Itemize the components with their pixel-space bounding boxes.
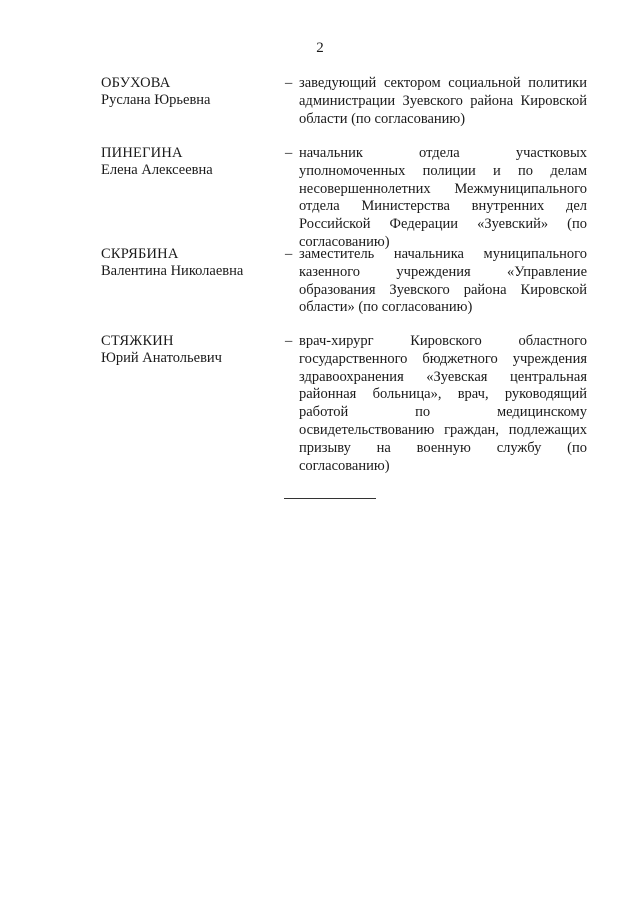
member-position: заведующий сектором социальной политики администрации Зуевского района Кировской области (по согласованию) <box>299 75 587 127</box>
dash-separator: – <box>285 246 293 262</box>
member-position: врач-хирург Кировского областного государственного бюджетного учреждения здравоохранения «Зуевская центральная районная больница», врач, руководящий работой по медицинскому освидетельствованию граждан, подлежащих призыву на военную службу (по согласованию) <box>299 333 587 474</box>
member-given-names: Елена Алексеевна <box>101 162 213 178</box>
member-given-names: Руслана Юрьевна <box>101 92 211 108</box>
member-position: заместитель начальника муниципального казенного учреждения «Управление образования Зуевского района Кировской области» (по согласованию) <box>299 246 587 316</box>
dash-separator: – <box>285 333 293 349</box>
member-surname: СТЯЖКИН <box>101 333 174 349</box>
member-surname: ПИНЕГИНА <box>101 145 183 161</box>
member-surname: ОБУХОВА <box>101 75 171 91</box>
dash-separator: – <box>285 145 293 161</box>
page-number: 2 <box>316 40 324 56</box>
member-given-names: Юрий Анатольевич <box>101 350 222 366</box>
closing-rule <box>284 498 376 499</box>
dash-separator: – <box>285 75 293 91</box>
member-surname: СКРЯБИНА <box>101 246 179 262</box>
member-position: начальник отдела участковых уполномоченных полиции и по делам несовершеннолетних Межмуниципального отдела Министерства внутренних дел Российской Федерации «Зуевский» (по согласованию) <box>299 145 587 250</box>
member-given-names: Валентина Николаевна <box>101 263 244 279</box>
